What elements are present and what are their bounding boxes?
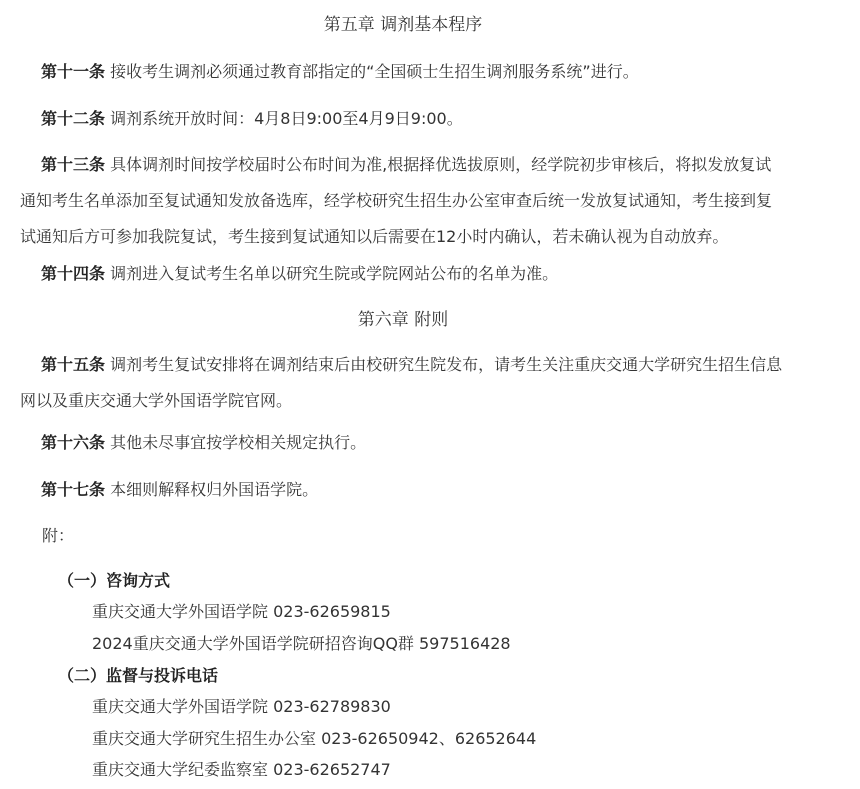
article-11 (20, 54, 786, 90)
article-text: 接收考生调剂必须通过教育部指定的“全国硕士生招生调剂服务系统”进行。 (110, 62, 639, 81)
consult-line: 重庆交通大学外国语学院 023-62659815 (92, 602, 391, 621)
complaint-heading: （二）监督与投诉电话 (58, 666, 219, 685)
article-text: 调剂系统开放时间：4月8日9:00至4月9日9:00。 (110, 109, 463, 128)
article-15 (20, 347, 786, 419)
article-label: 第十二条 (41, 109, 106, 128)
article-text: 其他未尽事宜按学校相关规定执行。 (110, 433, 367, 452)
complaint-line: 重庆交通大学纪委监察室 023-62652747 (92, 760, 391, 779)
article-label: 第十四条 (41, 264, 106, 283)
article-text: 具体调剂时间按学校届时公布时间为准,根据择优选拔原则，经学院初步审核后，将拟发放复试通知考生名单添加至复试通知发放备选库，经学校研究生招生办公室审查后统一发放复试通知，考生接到复试通知后方可参加我院复试，考生接到复试通知以后需要在12小时内确认，若未确认视为自动放弃。 (20, 155, 773, 246)
consult-heading: （一）咨询方式 (58, 571, 171, 590)
complaint-line: 重庆交通大学研究生招生办公室 023-62650942、62652644 (92, 729, 537, 748)
article-16 (20, 425, 786, 461)
chapter-5-title: 第五章 调剂基本程序 (323, 15, 483, 35)
article-12 (20, 101, 786, 137)
article-label: 第十七条 (41, 480, 106, 499)
article-text: 本细则解释权归外国语学院。 (110, 480, 319, 499)
article-13 (20, 147, 786, 255)
article-label: 第十五条 (41, 355, 106, 374)
article-14 (20, 256, 786, 292)
article-label: 第十三条 (41, 155, 106, 174)
complaint-line: 重庆交通大学外国语学院 023-62789830 (92, 697, 391, 716)
appendix-label: 附： (42, 526, 75, 545)
consult-line: 2024重庆交通大学外国语学院研招咨询QQ群 597516428 (92, 634, 511, 653)
article-label: 第十一条 (41, 62, 106, 81)
article-text: 调剂考生复试安排将在调剂结束后由校研究生院发布，请考生关注重庆交通大学研究生招生信息网以及重庆交通大学外国语学院官网。 (20, 355, 783, 410)
chapter-6-title: 第六章 附则 (357, 310, 449, 330)
article-label: 第十六条 (41, 433, 106, 452)
article-text: 调剂进入复试考生名单以研究生院或学院网站公布的名单为准。 (110, 264, 559, 283)
article-17 (20, 472, 786, 508)
